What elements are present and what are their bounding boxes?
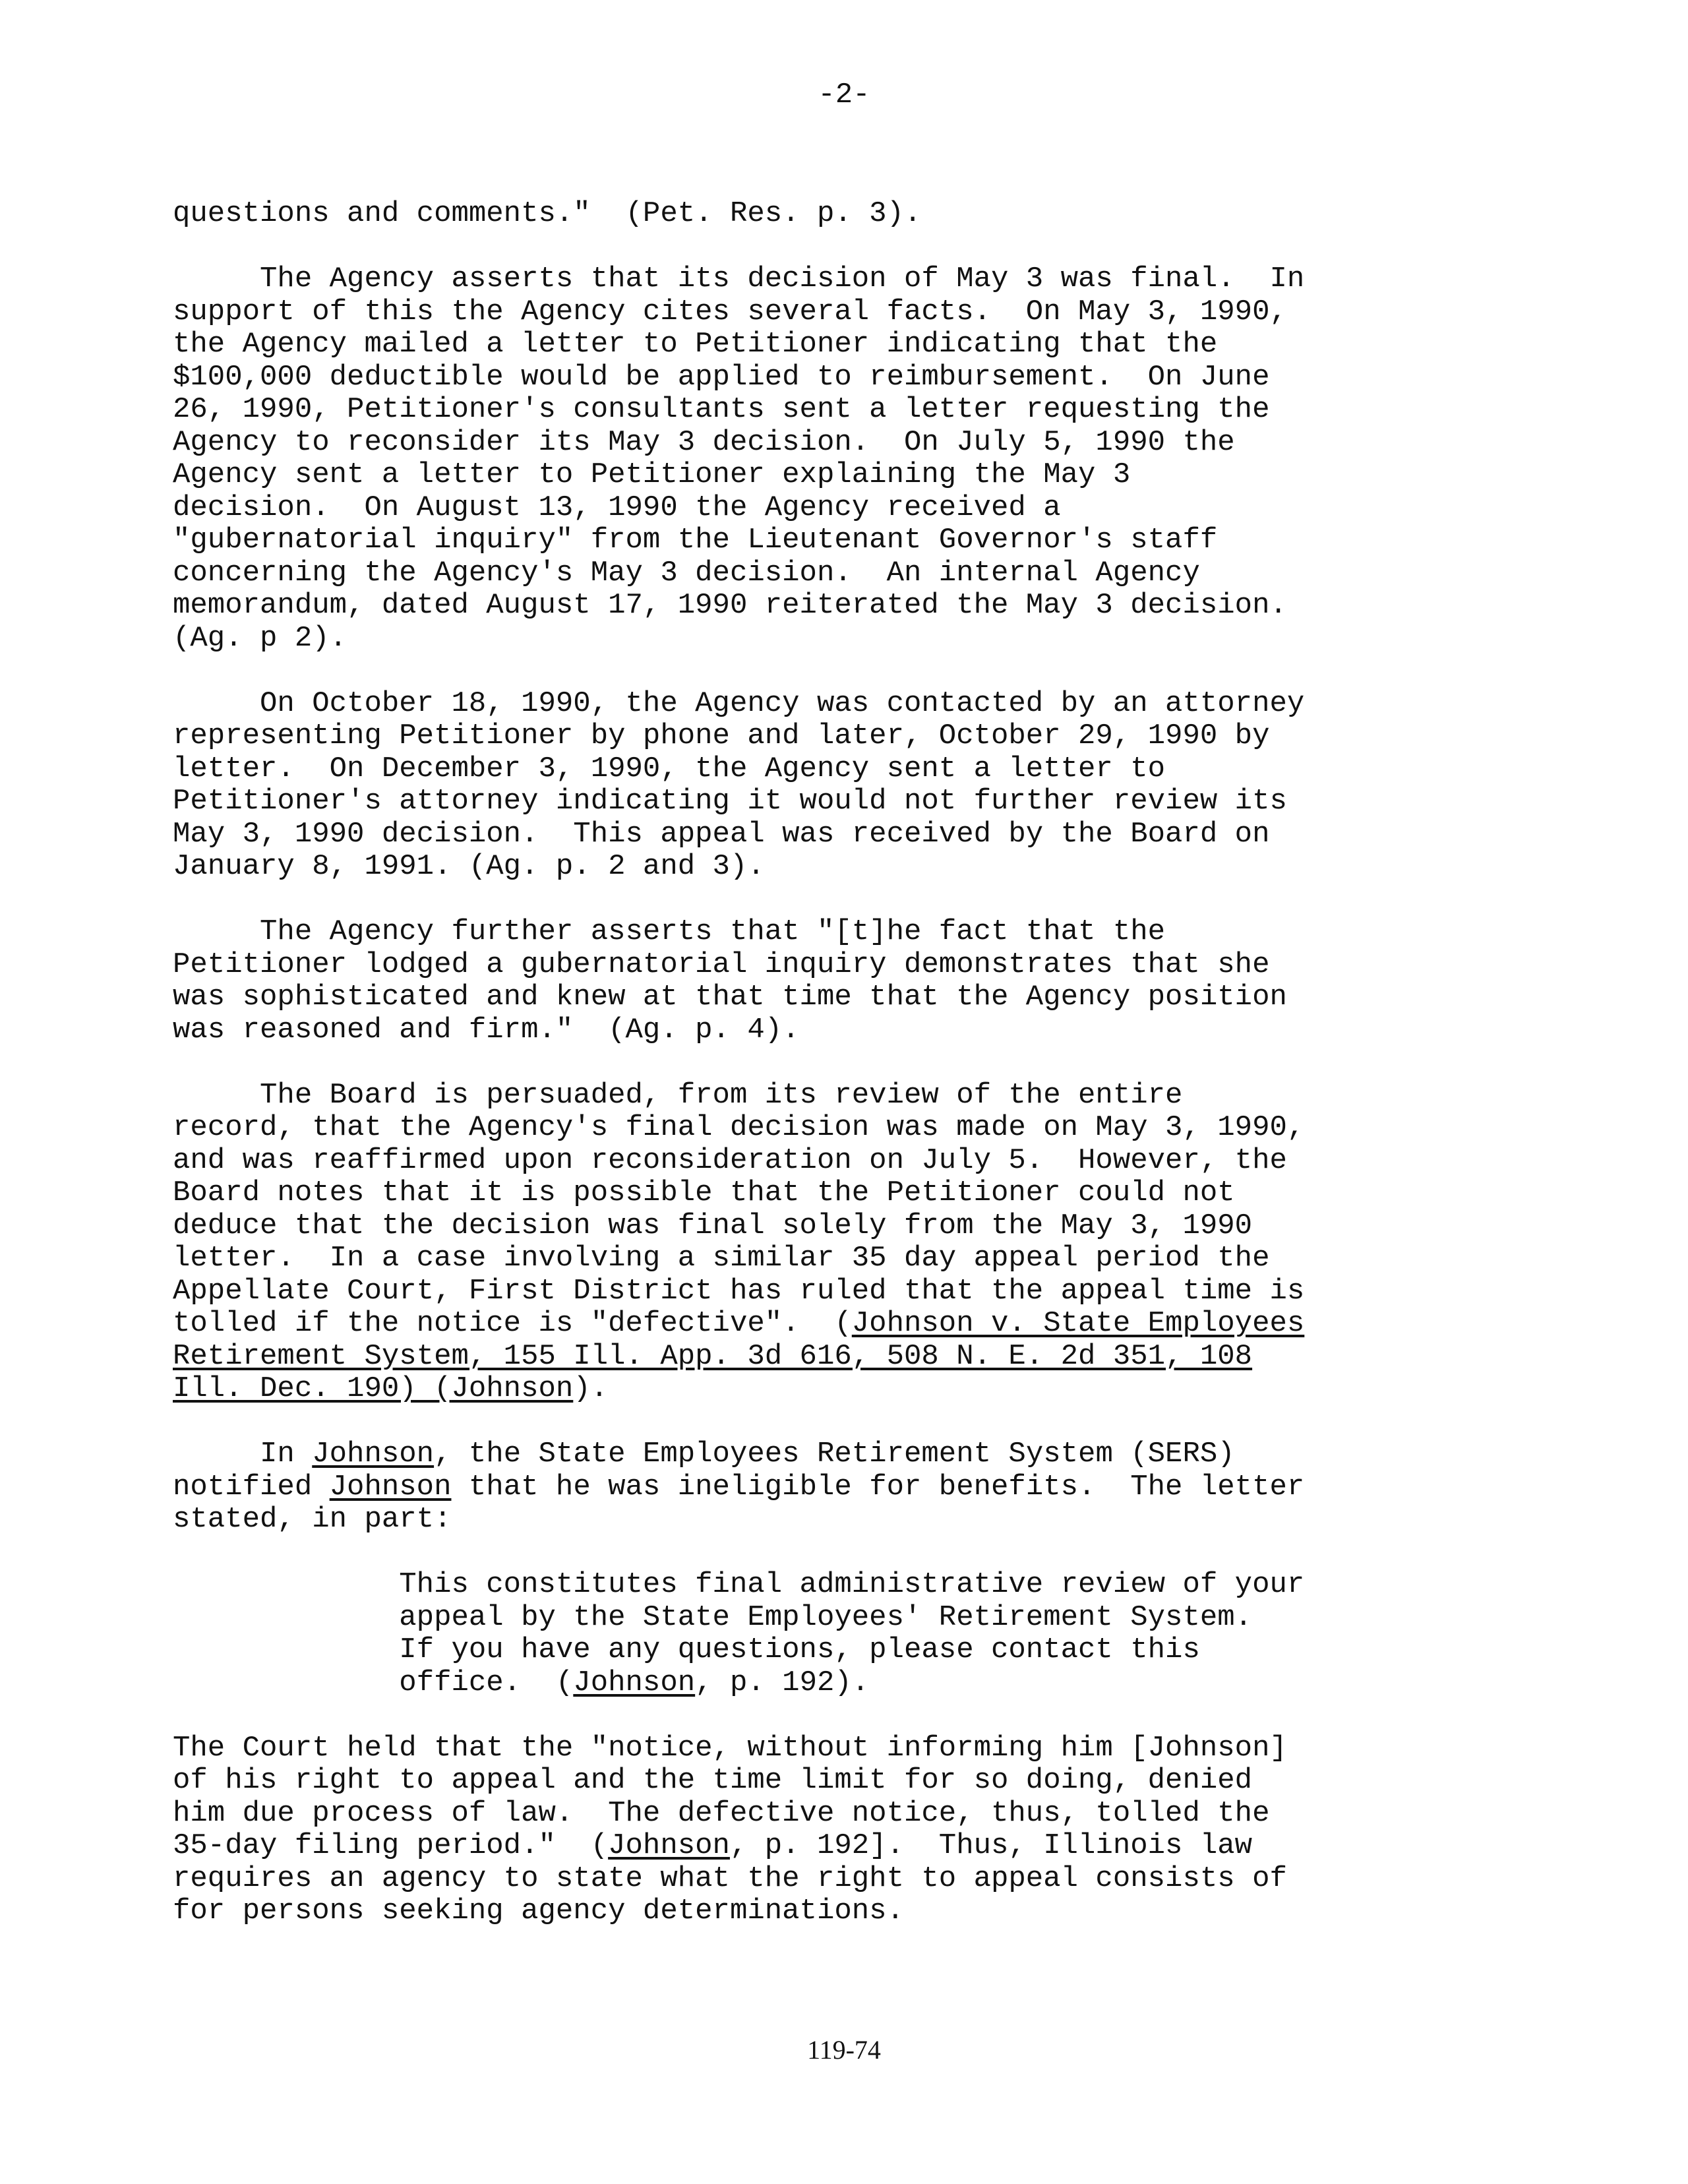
text-span: 35-day filing period." ( [173,1829,609,1862]
page-number-top: -2- [818,78,870,111]
text-line: support of this the Agency cites several facts. On May 3, 1990, [173,295,1287,328]
text-line: May 3, 1990 decision. This appeal was received by the Board on [173,817,1270,851]
text-span: , p. 192]. Thus, Illinois law [729,1829,1253,1862]
text-span: ). [573,1372,609,1405]
text-line: On October 18, 1990, the Agency was contacted by an attorney [173,686,1305,720]
text-line [173,1308,1524,1341]
text-line: The Agency further asserts that "[t]he fact that the [173,915,1166,948]
text-line: "gubernatorial inquiry" from the Lieutenant Governor's staff [173,524,1218,557]
text-line: If you have any questions, please contact this [173,1633,1200,1666]
text-line: Agency sent a letter to Petitioner explaining the May 3 [173,458,1131,491]
text-span: tolled if the notice is "defective". ( [173,1307,852,1340]
case-name: Johnson [451,1372,574,1405]
paragraph-court-held [173,1732,1524,1928]
text-line: Board notes that it is possible that the Petitioner could not [173,1176,1235,1209]
text-span: In [173,1438,313,1471]
text-line: decision. On August 13, 1990 the Agency received a [173,491,1061,524]
text-line: record, that the Agency's final decision was made on May 3, 1990, [173,1111,1305,1144]
text-line: concerning the Agency's May 3 decision. An internal Agency [173,556,1200,590]
text-line: This constitutes final administrative review of your [173,1568,1305,1601]
text-line: the Agency mailed a letter to Petitioner indicating that the [173,328,1218,361]
text-line: Petitioner lodged a gubernatorial inquiry demonstrates that she [173,948,1270,981]
text-line [173,1667,1524,1700]
text-line: The Agency asserts that its decision of May 3 was final. In [173,262,1305,295]
paragraph-board-persuaded [173,1079,1524,1406]
text-line: stated, in part: [173,1503,452,1536]
text-span: , the State Employees Retirement System (SERS) [434,1438,1235,1471]
text-line: letter. In a case involving a similar 35 day appeal period the [173,1242,1270,1275]
text-span: , p. 192). [695,1666,870,1699]
block-quote [173,1569,1524,1699]
text-line: letter. On December 3, 1990, the Agency sent a letter to [173,752,1166,785]
paragraph-in-johnson [173,1438,1524,1536]
text-line [173,1438,1524,1471]
text-line [173,1373,1524,1406]
text-line: of his right to appeal and the time limit for so doing, denied [173,1764,1253,1797]
text-line [173,1471,1524,1504]
text-line: him due process of law. The defective notice, thus, tolled the [173,1796,1270,1830]
text-span: office. ( [173,1666,574,1699]
text-line: The Court held that the "notice, without informing him [Johnson] [173,1731,1287,1765]
text-line: representing Petitioner by phone and later, October 29, 1990 by [173,719,1270,752]
text-line: deduce that the decision was final solely from the May 3, 1990 [173,1209,1253,1242]
text-line: and was reaffirmed upon reconsideration on July 5. However, the [173,1143,1287,1177]
paragraph-agency-further-asserts [173,916,1524,1046]
paragraph-agency-asserts [173,263,1524,655]
text-line: for persons seeking agency determinations. [173,1895,904,1927]
case-citation: Retirement System, 155 Ill. App. 3d 616, 508 N. E. 2d 351, 108 [173,1339,1253,1373]
text-line: Agency to reconsider its May 3 decision. On July 5, 1990 the [173,425,1235,459]
case-name: Johnson [312,1438,435,1471]
continuation-line: questions and comments." (Pet. Res. p. 3). [173,197,922,230]
text-span: that he was ineligible for benefits. The letter [451,1470,1305,1503]
text-span: notified [173,1470,330,1503]
text-line: Appellate Court, First District has ruled that the appeal time is [173,1274,1305,1308]
text-line [173,1830,1524,1863]
case-name: Johnson [329,1470,452,1503]
page-number-bottom: 119-74 [807,2035,881,2065]
text-line: was reasoned and firm." (Ag. p. 4). [173,1013,800,1046]
text-line: (Ag. p 2). [173,621,347,655]
text-line: requires an agency to state what the right to appeal consists of [173,1862,1287,1895]
text-line: appeal by the State Employees' Retirement System. [173,1600,1253,1634]
case-citation: Johnson v. State Employees [851,1307,1305,1340]
text-line: January 8, 1991. (Ag. p. 2 and 3). [173,850,765,883]
body-text [173,198,1524,1928]
case-citation: Ill. Dec. 190) ( [173,1372,452,1405]
text-line: memorandum, dated August 17, 1990 reiterated the May 3 decision. [173,589,1287,622]
text-line: Petitioner's attorney indicating it would not further review its [173,785,1287,818]
case-name: Johnson [573,1666,696,1699]
text-line: was sophisticated and knew at that time that the Agency position [173,981,1287,1014]
case-name: Johnson [608,1829,730,1862]
text-line: $100,000 deductible would be applied to reimbursement. On June [173,360,1270,394]
paragraph-october-contact [173,688,1524,884]
text-line: The Board is persuaded, from its review of the entire [173,1078,1183,1112]
text-line: 26, 1990, Petitioner's consultants sent a letter requesting the [173,393,1270,426]
